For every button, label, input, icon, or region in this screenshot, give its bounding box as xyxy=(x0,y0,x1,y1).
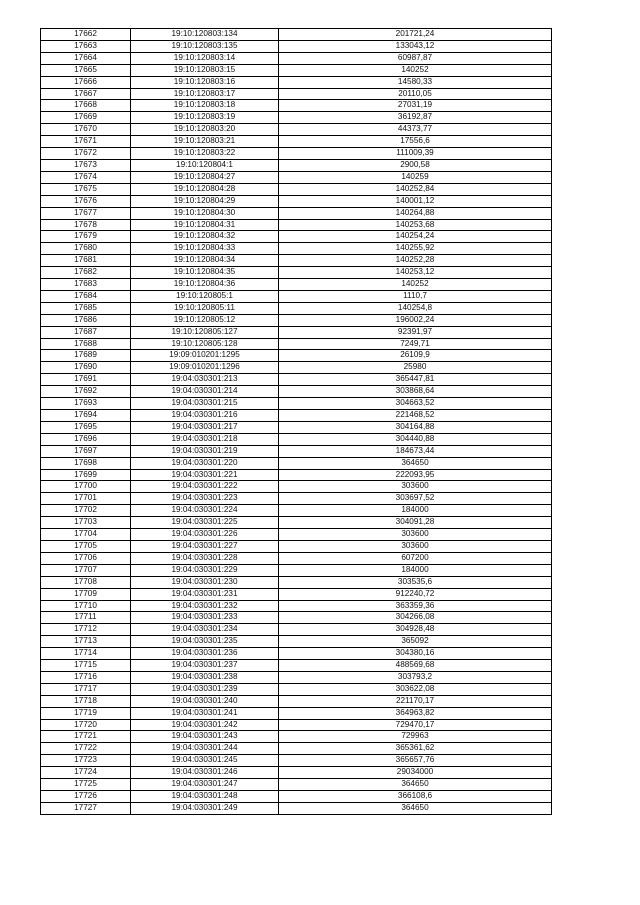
value-cell: 364650 xyxy=(279,779,552,791)
row-number-cell: 17670 xyxy=(41,124,131,136)
value-cell: 304663,52 xyxy=(279,398,552,410)
table-row xyxy=(41,445,552,457)
row-number-cell: 17671 xyxy=(41,136,131,148)
row-number-cell: 17705 xyxy=(41,540,131,552)
value-cell: 364650 xyxy=(279,457,552,469)
cadastral-number-cell: 19:04:030301:228 xyxy=(131,552,279,564)
value-cell: 729470,17 xyxy=(279,719,552,731)
table-row xyxy=(41,779,552,791)
cadastral-number-cell: 19:04:030301:230 xyxy=(131,576,279,588)
row-number-cell: 17726 xyxy=(41,791,131,803)
cadastral-number-cell: 19:04:030301:234 xyxy=(131,624,279,636)
cadastral-number-cell: 19:10:120805:128 xyxy=(131,338,279,350)
cadastral-number-cell: 19:10:120804:1 xyxy=(131,159,279,171)
cadastral-number-cell: 19:04:030301:213 xyxy=(131,374,279,386)
table-row xyxy=(41,112,552,124)
row-number-cell: 17714 xyxy=(41,648,131,660)
value-cell: 364963,82 xyxy=(279,707,552,719)
value-cell: 607200 xyxy=(279,552,552,564)
table-row xyxy=(41,171,552,183)
value-cell: 17556,6 xyxy=(279,136,552,148)
cadastral-number-cell: 19:04:030301:226 xyxy=(131,529,279,541)
value-cell: 222093,95 xyxy=(279,469,552,481)
row-number-cell: 17682 xyxy=(41,267,131,279)
cadastral-number-cell: 19:04:030301:246 xyxy=(131,767,279,779)
cadastral-number-cell: 19:04:030301:233 xyxy=(131,612,279,624)
cadastral-number-cell: 19:04:030301:232 xyxy=(131,600,279,612)
row-number-cell: 17690 xyxy=(41,362,131,374)
value-cell: 7249,71 xyxy=(279,338,552,350)
cadastral-number-cell: 19:10:120804:28 xyxy=(131,183,279,195)
value-cell: 303622,08 xyxy=(279,683,552,695)
value-cell: 140253,12 xyxy=(279,267,552,279)
table-row xyxy=(41,159,552,171)
row-number-cell: 17683 xyxy=(41,279,131,291)
value-cell: 60987,87 xyxy=(279,52,552,64)
cadastral-number-cell: 19:04:030301:242 xyxy=(131,719,279,731)
row-number-cell: 17711 xyxy=(41,612,131,624)
table-row xyxy=(41,386,552,398)
table-row xyxy=(41,350,552,362)
value-cell: 304164,88 xyxy=(279,421,552,433)
cadastral-number-cell: 19:04:030301:219 xyxy=(131,445,279,457)
row-number-cell: 17679 xyxy=(41,231,131,243)
value-cell: 303600 xyxy=(279,540,552,552)
table-row xyxy=(41,624,552,636)
cadastral-number-cell: 19:10:120804:35 xyxy=(131,267,279,279)
row-number-cell: 17715 xyxy=(41,660,131,672)
value-cell: 363359,36 xyxy=(279,600,552,612)
table-row xyxy=(41,398,552,410)
table-row xyxy=(41,267,552,279)
table-row xyxy=(41,52,552,64)
table-row xyxy=(41,564,552,576)
cadastral-number-cell: 19:10:120803:14 xyxy=(131,52,279,64)
value-cell: 304440,88 xyxy=(279,433,552,445)
row-number-cell: 17699 xyxy=(41,469,131,481)
value-cell: 303600 xyxy=(279,481,552,493)
table-row xyxy=(41,505,552,517)
row-number-cell: 17688 xyxy=(41,338,131,350)
cadastral-number-cell: 19:10:120804:34 xyxy=(131,255,279,267)
row-number-cell: 17703 xyxy=(41,517,131,529)
row-number-cell: 17668 xyxy=(41,100,131,112)
row-number-cell: 17710 xyxy=(41,600,131,612)
value-cell: 303535,6 xyxy=(279,576,552,588)
cadastral-number-cell: 19:04:030301:241 xyxy=(131,707,279,719)
row-number-cell: 17675 xyxy=(41,183,131,195)
cadastral-number-cell: 19:10:120805:127 xyxy=(131,326,279,338)
value-cell: 729963 xyxy=(279,731,552,743)
value-cell: 1110,7 xyxy=(279,290,552,302)
row-number-cell: 17673 xyxy=(41,159,131,171)
cadastral-number-cell: 19:10:120803:15 xyxy=(131,64,279,76)
cadastral-number-cell: 19:04:030301:215 xyxy=(131,398,279,410)
cadastral-number-cell: 19:10:120803:21 xyxy=(131,136,279,148)
cadastral-number-cell: 19:09:010201:1296 xyxy=(131,362,279,374)
value-cell: 36192,87 xyxy=(279,112,552,124)
cadastral-number-cell: 19:10:120803:17 xyxy=(131,88,279,100)
value-cell: 44373,77 xyxy=(279,124,552,136)
value-cell: 912240,72 xyxy=(279,588,552,600)
row-number-cell: 17718 xyxy=(41,695,131,707)
table-row xyxy=(41,433,552,445)
cadastral-number-cell: 19:04:030301:245 xyxy=(131,755,279,767)
row-number-cell: 17717 xyxy=(41,683,131,695)
row-number-cell: 17677 xyxy=(41,207,131,219)
value-cell: 221468,52 xyxy=(279,410,552,422)
value-cell: 14580,33 xyxy=(279,76,552,88)
row-number-cell: 17666 xyxy=(41,76,131,88)
table-row xyxy=(41,136,552,148)
table-row xyxy=(41,207,552,219)
table-row xyxy=(41,195,552,207)
table-row xyxy=(41,64,552,76)
table-row xyxy=(41,421,552,433)
value-cell: 365361,62 xyxy=(279,743,552,755)
row-number-cell: 17672 xyxy=(41,148,131,160)
value-cell: 303868,64 xyxy=(279,386,552,398)
table-row xyxy=(41,40,552,52)
row-number-cell: 17681 xyxy=(41,255,131,267)
row-number-cell: 17694 xyxy=(41,410,131,422)
value-cell: 140252 xyxy=(279,279,552,291)
cadastral-number-cell: 19:04:030301:222 xyxy=(131,481,279,493)
table-row xyxy=(41,517,552,529)
table-row xyxy=(41,683,552,695)
value-cell: 140254,8 xyxy=(279,302,552,314)
cadastral-number-cell: 19:10:120805:11 xyxy=(131,302,279,314)
table-row xyxy=(41,671,552,683)
value-cell: 140253,68 xyxy=(279,219,552,231)
cadastral-number-cell: 19:04:030301:225 xyxy=(131,517,279,529)
cadastral-number-cell: 19:04:030301:227 xyxy=(131,540,279,552)
table-row xyxy=(41,660,552,672)
value-cell: 365447,81 xyxy=(279,374,552,386)
table-row xyxy=(41,540,552,552)
row-number-cell: 17697 xyxy=(41,445,131,457)
row-number-cell: 17696 xyxy=(41,433,131,445)
data-table xyxy=(40,28,552,815)
cadastral-number-cell: 19:10:120803:22 xyxy=(131,148,279,160)
row-number-cell: 17724 xyxy=(41,767,131,779)
row-number-cell: 17680 xyxy=(41,243,131,255)
cadastral-number-cell: 19:04:030301:224 xyxy=(131,505,279,517)
value-cell: 303793,2 xyxy=(279,671,552,683)
table-row xyxy=(41,612,552,624)
table-row xyxy=(41,362,552,374)
value-cell: 140252,28 xyxy=(279,255,552,267)
row-number-cell: 17721 xyxy=(41,731,131,743)
table-row xyxy=(41,648,552,660)
cadastral-number-cell: 19:04:030301:237 xyxy=(131,660,279,672)
cadastral-number-cell: 19:04:030301:239 xyxy=(131,683,279,695)
table-row xyxy=(41,767,552,779)
table-row xyxy=(41,279,552,291)
value-cell: 140252 xyxy=(279,64,552,76)
table-row xyxy=(41,457,552,469)
value-cell: 304266,08 xyxy=(279,612,552,624)
row-number-cell: 17687 xyxy=(41,326,131,338)
row-number-cell: 17706 xyxy=(41,552,131,564)
cadastral-number-cell: 19:10:120804:36 xyxy=(131,279,279,291)
row-number-cell: 17698 xyxy=(41,457,131,469)
row-number-cell: 17720 xyxy=(41,719,131,731)
row-number-cell: 17674 xyxy=(41,171,131,183)
value-cell: 304091,28 xyxy=(279,517,552,529)
value-cell: 111009,39 xyxy=(279,148,552,160)
cadastral-number-cell: 19:10:120804:33 xyxy=(131,243,279,255)
row-number-cell: 17719 xyxy=(41,707,131,719)
row-number-cell: 17695 xyxy=(41,421,131,433)
row-number-cell: 17669 xyxy=(41,112,131,124)
table-row xyxy=(41,707,552,719)
table-row xyxy=(41,791,552,803)
table-row xyxy=(41,588,552,600)
value-cell: 184673,44 xyxy=(279,445,552,457)
table-row xyxy=(41,552,552,564)
table-row xyxy=(41,338,552,350)
cadastral-number-cell: 19:04:030301:249 xyxy=(131,802,279,814)
cadastral-number-cell: 19:10:120804:32 xyxy=(131,231,279,243)
table-row xyxy=(41,314,552,326)
row-number-cell: 17723 xyxy=(41,755,131,767)
cadastral-number-cell: 19:10:120804:31 xyxy=(131,219,279,231)
cadastral-number-cell: 19:10:120803:20 xyxy=(131,124,279,136)
cadastral-number-cell: 19:10:120803:134 xyxy=(131,29,279,41)
cadastral-number-cell: 19:10:120804:27 xyxy=(131,171,279,183)
cadastral-number-cell: 19:04:030301:229 xyxy=(131,564,279,576)
value-cell: 366108,6 xyxy=(279,791,552,803)
row-number-cell: 17704 xyxy=(41,529,131,541)
cadastral-number-cell: 19:04:030301:235 xyxy=(131,636,279,648)
row-number-cell: 17716 xyxy=(41,671,131,683)
cadastral-number-cell: 19:10:120805:1 xyxy=(131,290,279,302)
cadastral-number-cell: 19:04:030301:248 xyxy=(131,791,279,803)
row-number-cell: 17722 xyxy=(41,743,131,755)
value-cell: 140259 xyxy=(279,171,552,183)
cadastral-number-cell: 19:04:030301:216 xyxy=(131,410,279,422)
value-cell: 29034000 xyxy=(279,767,552,779)
cadastral-number-cell: 19:10:120803:19 xyxy=(131,112,279,124)
row-number-cell: 17667 xyxy=(41,88,131,100)
row-number-cell: 17708 xyxy=(41,576,131,588)
value-cell: 184000 xyxy=(279,564,552,576)
row-number-cell: 17691 xyxy=(41,374,131,386)
row-number-cell: 17727 xyxy=(41,802,131,814)
table-row xyxy=(41,76,552,88)
cadastral-number-cell: 19:10:120803:16 xyxy=(131,76,279,88)
table-row xyxy=(41,636,552,648)
row-number-cell: 17701 xyxy=(41,493,131,505)
cadastral-number-cell: 19:04:030301:236 xyxy=(131,648,279,660)
cadastral-number-cell: 19:04:030301:221 xyxy=(131,469,279,481)
value-cell: 25980 xyxy=(279,362,552,374)
cadastral-number-cell: 19:04:030301:231 xyxy=(131,588,279,600)
table-row xyxy=(41,481,552,493)
cadastral-number-cell: 19:09:010201:1295 xyxy=(131,350,279,362)
value-cell: 26109,9 xyxy=(279,350,552,362)
value-cell: 140252,84 xyxy=(279,183,552,195)
cadastral-number-cell: 19:10:120803:18 xyxy=(131,100,279,112)
table-row xyxy=(41,374,552,386)
row-number-cell: 17685 xyxy=(41,302,131,314)
row-number-cell: 17707 xyxy=(41,564,131,576)
table-row xyxy=(41,493,552,505)
table-row xyxy=(41,529,552,541)
cadastral-number-cell: 19:10:120805:12 xyxy=(131,314,279,326)
row-number-cell: 17686 xyxy=(41,314,131,326)
table-row xyxy=(41,148,552,160)
row-number-cell: 17689 xyxy=(41,350,131,362)
table-row xyxy=(41,743,552,755)
row-number-cell: 17725 xyxy=(41,779,131,791)
value-cell: 304380,16 xyxy=(279,648,552,660)
value-cell: 27031,19 xyxy=(279,100,552,112)
table-row xyxy=(41,302,552,314)
row-number-cell: 17709 xyxy=(41,588,131,600)
value-cell: 365092 xyxy=(279,636,552,648)
row-number-cell: 17702 xyxy=(41,505,131,517)
value-cell: 201721,24 xyxy=(279,29,552,41)
cadastral-number-cell: 19:04:030301:220 xyxy=(131,457,279,469)
value-cell: 303697,52 xyxy=(279,493,552,505)
table-row xyxy=(41,755,552,767)
table-row xyxy=(41,290,552,302)
table-row xyxy=(41,600,552,612)
table-row xyxy=(41,29,552,41)
value-cell: 365657,76 xyxy=(279,755,552,767)
cadastral-number-cell: 19:04:030301:240 xyxy=(131,695,279,707)
table-row xyxy=(41,255,552,267)
table-row xyxy=(41,100,552,112)
table-row xyxy=(41,124,552,136)
cadastral-number-cell: 19:10:120804:30 xyxy=(131,207,279,219)
table-row xyxy=(41,469,552,481)
table-row xyxy=(41,326,552,338)
row-number-cell: 17693 xyxy=(41,398,131,410)
cadastral-number-cell: 19:04:030301:217 xyxy=(131,421,279,433)
cadastral-number-cell: 19:04:030301:238 xyxy=(131,671,279,683)
row-number-cell: 17712 xyxy=(41,624,131,636)
value-cell: 92391,97 xyxy=(279,326,552,338)
table-row xyxy=(41,243,552,255)
cadastral-number-cell: 19:10:120803:135 xyxy=(131,40,279,52)
value-cell: 184000 xyxy=(279,505,552,517)
cadastral-number-cell: 19:04:030301:223 xyxy=(131,493,279,505)
table-row xyxy=(41,219,552,231)
value-cell: 196002,24 xyxy=(279,314,552,326)
value-cell: 221170,17 xyxy=(279,695,552,707)
cadastral-number-cell: 19:04:030301:244 xyxy=(131,743,279,755)
value-cell: 20110,05 xyxy=(279,88,552,100)
table-row xyxy=(41,719,552,731)
cadastral-number-cell: 19:04:030301:247 xyxy=(131,779,279,791)
table-body xyxy=(41,29,552,815)
value-cell: 140255,92 xyxy=(279,243,552,255)
value-cell: 303600 xyxy=(279,529,552,541)
row-number-cell: 17692 xyxy=(41,386,131,398)
table-row xyxy=(41,576,552,588)
value-cell: 364650 xyxy=(279,802,552,814)
table-row xyxy=(41,695,552,707)
row-number-cell: 17713 xyxy=(41,636,131,648)
table-row xyxy=(41,802,552,814)
cadastral-number-cell: 19:04:030301:243 xyxy=(131,731,279,743)
table-row xyxy=(41,410,552,422)
row-number-cell: 17665 xyxy=(41,64,131,76)
row-number-cell: 17684 xyxy=(41,290,131,302)
row-number-cell: 17663 xyxy=(41,40,131,52)
value-cell: 2900,58 xyxy=(279,159,552,171)
table-row xyxy=(41,88,552,100)
value-cell: 304928,48 xyxy=(279,624,552,636)
value-cell: 488569,68 xyxy=(279,660,552,672)
cadastral-number-cell: 19:04:030301:218 xyxy=(131,433,279,445)
table-row xyxy=(41,231,552,243)
row-number-cell: 17676 xyxy=(41,195,131,207)
value-cell: 140264,88 xyxy=(279,207,552,219)
table-row xyxy=(41,183,552,195)
row-number-cell: 17700 xyxy=(41,481,131,493)
value-cell: 133043,12 xyxy=(279,40,552,52)
cadastral-number-cell: 19:10:120804:29 xyxy=(131,195,279,207)
cadastral-number-cell: 19:04:030301:214 xyxy=(131,386,279,398)
row-number-cell: 17664 xyxy=(41,52,131,64)
value-cell: 140254,24 xyxy=(279,231,552,243)
value-cell: 140001,12 xyxy=(279,195,552,207)
row-number-cell: 17678 xyxy=(41,219,131,231)
table-row xyxy=(41,731,552,743)
row-number-cell: 17662 xyxy=(41,29,131,41)
